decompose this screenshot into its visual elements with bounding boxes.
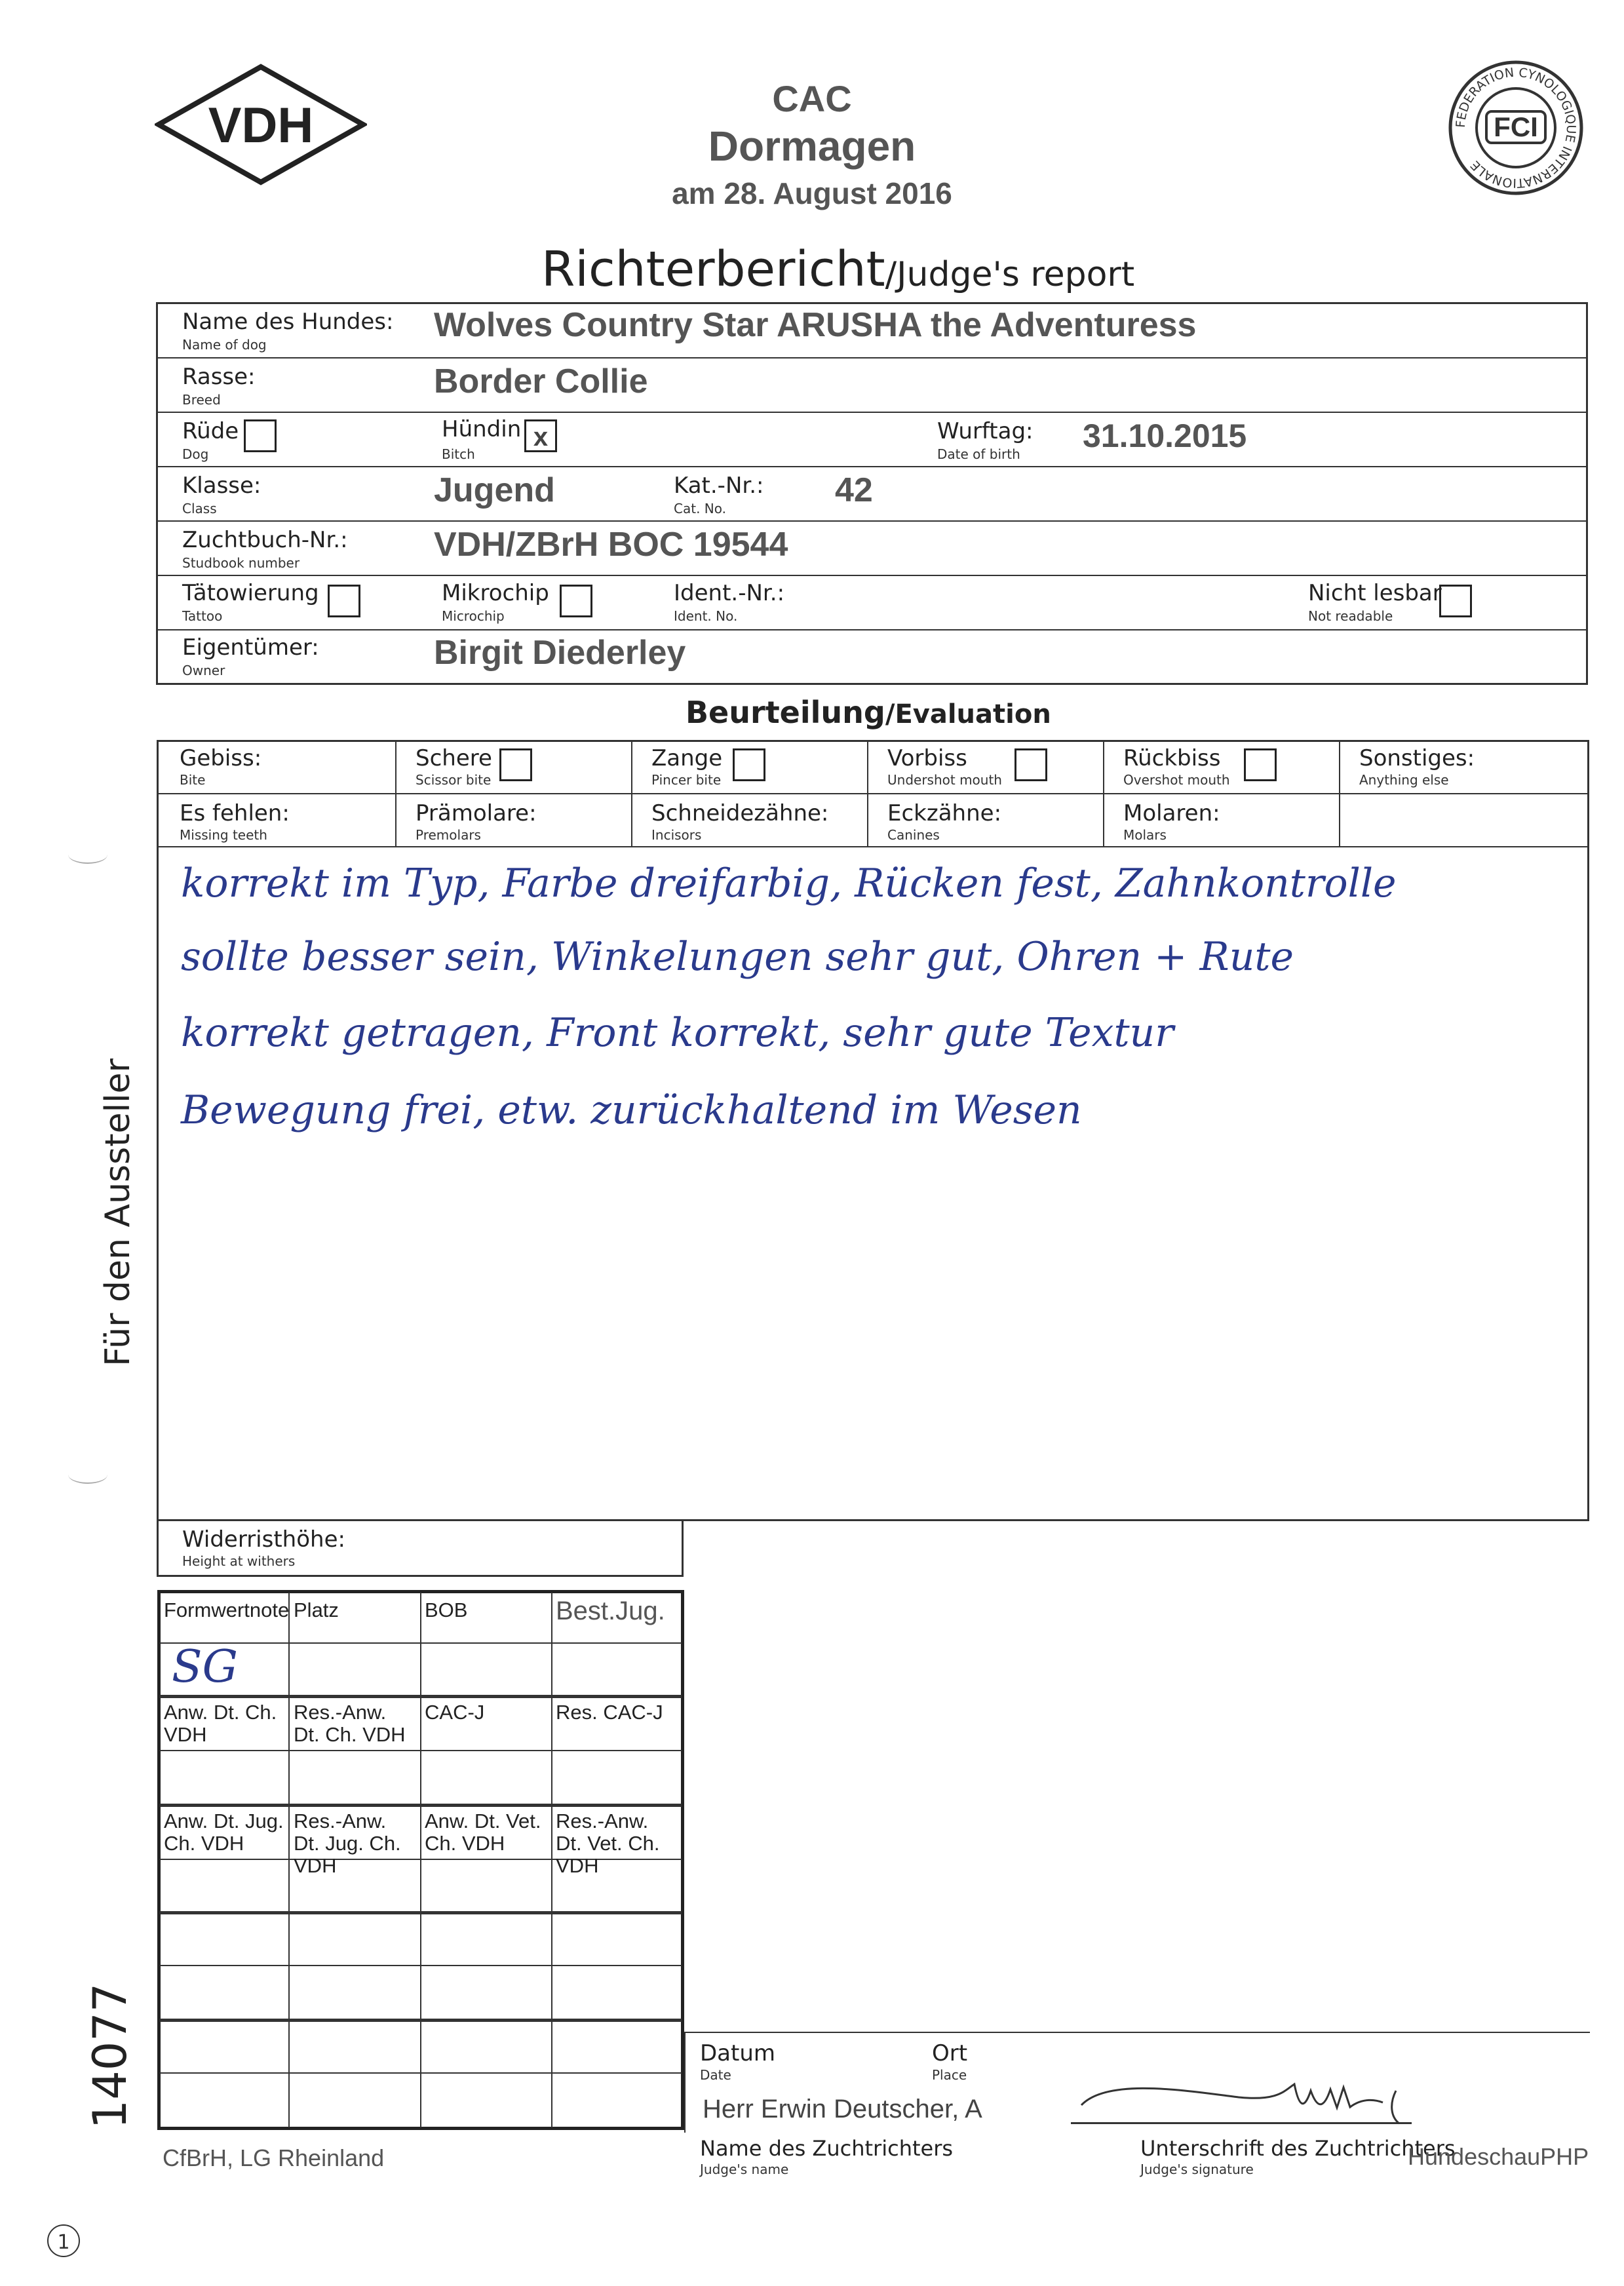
breed-label: Rasse: [182, 364, 256, 390]
title-cell: Res.-Anw. Dt. Ch. VDH [294, 1701, 406, 1747]
divider [1103, 741, 1104, 846]
page-number-circle [47, 2224, 80, 2257]
class-sub: Class [182, 501, 217, 516]
divider [158, 793, 1588, 794]
place-label: Ort [932, 2040, 968, 2066]
female-check-mark: x [533, 423, 549, 452]
grade-header-bob: BOB [425, 1598, 468, 1621]
chip-checkbox[interactable] [560, 585, 592, 617]
missing-label: Es fehlen: [180, 800, 290, 826]
grade-value: SG [172, 1641, 238, 1693]
premolars-label: Prämolare: [416, 800, 537, 826]
handwritten-line: sollte besser sein, Winkelungen sehr gut, Ohren + Rute [181, 934, 1294, 980]
page-number: 1 [57, 2231, 70, 2254]
owner-sub: Owner [182, 663, 225, 678]
pincer-checkbox[interactable] [733, 748, 765, 781]
report-title-sub: /Judge's report [885, 255, 1135, 294]
other-sub: Anything else [1359, 772, 1449, 788]
vdh-logo-text: VDH [208, 98, 314, 153]
dog-name-sub: Name of dog [182, 337, 267, 353]
side-text-exhibitor: Für den Aussteller [98, 1058, 138, 1366]
divider [160, 1750, 682, 1751]
judge-name-label: Name des Zuchtrichters [700, 2136, 954, 2161]
punch-mark [68, 1465, 107, 1484]
tattoo-label: Tätowierung [182, 580, 319, 606]
class-value: Jugend [434, 471, 555, 509]
unreadable-checkbox[interactable] [1439, 585, 1472, 617]
divider [157, 357, 1587, 358]
title-cell: Anw. Dt. Vet. Ch. VDH [425, 1810, 541, 1855]
breed-sub: Breed [182, 392, 221, 408]
judge-name-sub: Judge's name [700, 2161, 789, 2177]
title-cell: Anw. Dt. Jug. Ch. VDH [164, 1810, 284, 1855]
ident-sub: Ident. No. [674, 608, 738, 624]
signature-label: Unterschrift des Zuchtrichters [1140, 2136, 1456, 2161]
female-sub: Bitch [442, 446, 475, 462]
fci-seal [1447, 59, 1585, 197]
divider [160, 1804, 682, 1807]
dog-name-label: Name des Hundes: [182, 309, 394, 335]
withers-sub: Height at withers [182, 1553, 296, 1569]
male-checkbox[interactable] [244, 419, 277, 452]
divider [157, 520, 1587, 522]
undershot-sub: Undershot mouth [887, 772, 1002, 788]
signature-sub: Judge's signature [1140, 2161, 1254, 2177]
unreadable-sub: Not readable [1308, 608, 1393, 624]
owner-label: Eigentümer: [182, 634, 319, 661]
incisors-label: Schneidezähne: [651, 800, 829, 826]
evaluation-title [686, 695, 1051, 730]
canines-sub: Canines [887, 827, 940, 843]
chip-label: Mikrochip [442, 580, 549, 606]
molars-label: Molaren: [1123, 800, 1220, 826]
scissor-sub: Scissor bite [416, 772, 492, 788]
divider [551, 1593, 552, 2127]
title-cell: Res.-Anw. Dt. Jug. Ch. VDH [294, 1810, 401, 1878]
withers-label: Widerristhöhe: [182, 1526, 345, 1553]
punch-mark [68, 845, 107, 864]
breed-value: Border Collie [434, 362, 648, 400]
title-cell: Res.-Anw. Dt. Vet. Ch. VDH [556, 1810, 660, 1878]
judge-name-value: Herr Erwin Deutscher, A [703, 2095, 982, 2123]
overshot-checkbox[interactable] [1244, 748, 1277, 781]
divider [288, 1593, 290, 2127]
title-cell: Anw. Dt. Ch. VDH [164, 1701, 277, 1747]
dob-label: Wurftag: [937, 418, 1034, 444]
divider [157, 629, 1587, 630]
divider [1339, 793, 1340, 846]
divider [157, 412, 1587, 413]
grade-header-platz: Platz [294, 1598, 339, 1621]
show-date: am 28. August 2016 [672, 176, 952, 210]
canines-label: Eckzähne: [887, 800, 1002, 826]
show-city: Dormagen [708, 123, 916, 170]
incisors-sub: Incisors [651, 827, 702, 843]
overshot-label: Rückbiss [1123, 745, 1221, 771]
divider [158, 846, 1588, 847]
bite-label: Gebiss: [180, 745, 262, 771]
place-sub: Place [932, 2067, 967, 2083]
pincer-sub: Pincer bite [651, 772, 722, 788]
pincer-label: Zange [651, 745, 723, 771]
divider [160, 2072, 682, 2074]
fci-ring-text: FEDERATION CYNOLOGIQUE INTERNATIONALE [1453, 65, 1579, 191]
handwritten-line: Bewegung frei, etw. zurückhaltend im Wesen [181, 1087, 1082, 1133]
show-type: CAC [772, 78, 852, 119]
fci-logo-text: FCI [1494, 111, 1538, 142]
class-label: Klasse: [182, 473, 261, 499]
divider [395, 741, 396, 846]
grade-header-formwert: Formwertnote [164, 1598, 290, 1621]
report-title-main: Richterbericht [541, 241, 885, 298]
club-label: CfBrH, LG Rheinland [163, 2144, 385, 2171]
divider [631, 741, 632, 846]
divider [157, 466, 1587, 467]
divider [160, 1911, 682, 1914]
divider [867, 741, 868, 846]
grade-header-best-jug: Best.Jug. [556, 1597, 665, 1625]
divider [160, 2019, 682, 2022]
unreadable-label: Nicht lesbar [1308, 580, 1442, 606]
tattoo-checkbox[interactable] [328, 585, 360, 617]
owner-value: Birgit Diederley [434, 634, 686, 672]
judge-signature [1068, 2071, 1409, 2130]
studbook-label: Zuchtbuch-Nr.: [182, 527, 348, 553]
studbook-value: VDH/ZBrH BOC 19544 [434, 526, 788, 564]
female-checkbox[interactable] [524, 419, 557, 452]
molars-sub: Molars [1123, 827, 1167, 843]
vdh-logo [155, 63, 367, 186]
title-cell: Res. CAC-J [556, 1701, 663, 1724]
premolars-sub: Premolars [416, 827, 481, 843]
dob-sub: Date of birth [937, 446, 1020, 462]
male-sub: Dog [182, 446, 209, 462]
divider [160, 1642, 682, 1644]
software-label: HundeschauPHP [1408, 2143, 1589, 2170]
undershot-label: Vorbiss [887, 745, 967, 771]
overshot-sub: Overshot mouth [1123, 772, 1230, 788]
dog-name-value: Wolves Country Star ARUSHA the Adventuress [434, 306, 1197, 344]
divider [1339, 741, 1340, 794]
divider [160, 1965, 682, 1966]
dob-value: 31.10.2015 [1083, 417, 1247, 454]
cat-label: Kat.-Nr.: [674, 473, 764, 499]
other-label: Sonstiges: [1359, 745, 1475, 771]
ident-label: Ident.-Nr.: [674, 580, 785, 606]
evaluation-title-sub: /Evaluation [885, 699, 1051, 729]
cat-value: 42 [835, 471, 873, 509]
studbook-sub: Studbook number [182, 555, 300, 571]
chip-sub: Microchip [442, 608, 505, 624]
evaluation-title-main: Beurteilung [686, 695, 885, 730]
undershot-checkbox[interactable] [1015, 748, 1047, 781]
scissor-label: Schere [416, 745, 492, 771]
female-label: Hündin [442, 416, 522, 442]
missing-sub: Missing teeth [180, 827, 267, 843]
side-number: 14077 [83, 1983, 137, 2129]
report-title [541, 241, 1134, 298]
divider [160, 1695, 682, 1698]
divider [420, 1593, 421, 2127]
title-cell: CAC-J [425, 1701, 485, 1724]
date-sub: Date [700, 2067, 731, 2083]
cat-sub: Cat. No. [674, 501, 726, 516]
handwritten-line: korrekt im Typ, Farbe dreifarbig, Rücken fest, Zahnkontrolle [181, 861, 1397, 906]
date-label: Datum [700, 2040, 776, 2066]
scissor-checkbox[interactable] [499, 748, 532, 781]
handwritten-line: korrekt getragen, Front korrekt, sehr gute Textur [181, 1010, 1174, 1056]
bite-sub: Bite [180, 772, 206, 788]
divider [157, 575, 1587, 576]
male-label: Rüde [182, 418, 239, 444]
tattoo-sub: Tattoo [182, 608, 223, 624]
